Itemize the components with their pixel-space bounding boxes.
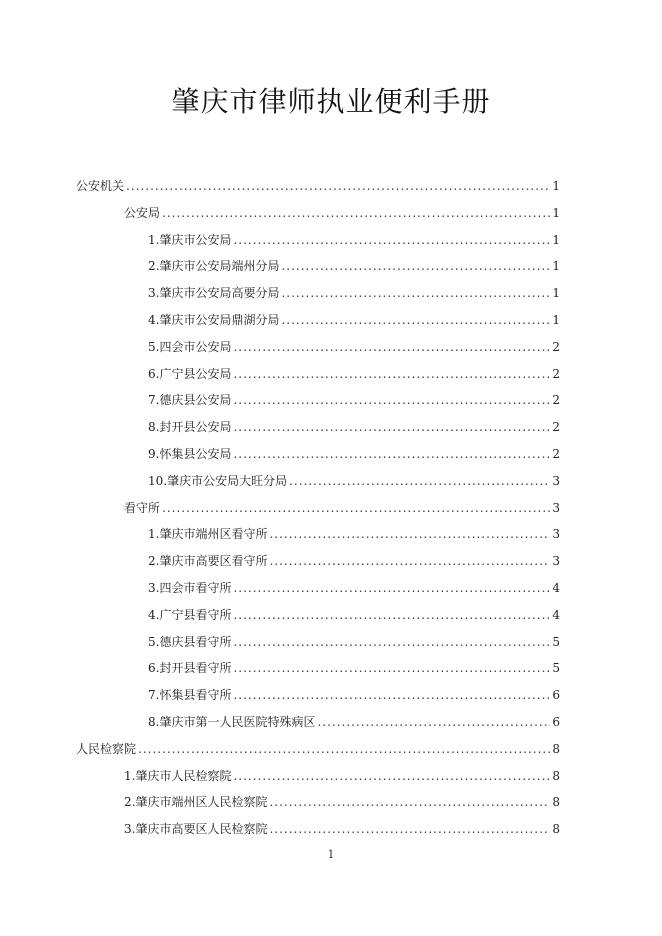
toc-leader-dots [281,283,550,303]
toc-entry[interactable] [148,605,560,625]
toc-entry[interactable] [148,310,560,330]
toc-entry[interactable] [148,230,560,250]
toc-entry[interactable] [148,524,560,544]
toc-leader-dots [233,444,550,464]
toc-entry-label: 4.肇庆市公安局鼎湖分局 [148,313,280,327]
toc-entry-page: 3 [552,500,560,515]
toc-leader-dots [233,417,550,437]
toc-leader-dots [233,605,550,625]
toc-entry-label: 4.广宁县看守所 [148,607,232,622]
toc-entry-page: 2 [552,339,560,354]
toc-entry-label: 公安局 [124,205,161,220]
toc-entry[interactable] [148,551,560,571]
toc-entry[interactable] [124,766,560,786]
toc-entry-label: 10.肇庆市公安局大旺分局 [148,473,288,488]
toc-leader-dots [162,203,550,223]
toc-entry-page: 1 [552,313,560,327]
page-number: 1 [327,848,335,861]
toc-entry-label: 6.封开县看守所 [148,661,232,676]
toc-entry-page: 5 [552,661,560,676]
toc-entry-page: 4 [552,581,560,595]
toc-leader-dots [233,658,550,678]
toc-entry-page: 8 [552,822,560,837]
toc-entry-label: 看守所 [124,500,161,515]
toc-leader-dots [289,471,550,491]
toc-entry-page: 3 [552,554,560,569]
toc-leader-dots [138,739,550,759]
toc-entry[interactable] [148,390,560,410]
toc-entry-page: 6 [552,688,560,703]
toc-entry-label: 2.肇庆市高要区看守所 [148,554,268,569]
toc-entry[interactable] [148,471,560,491]
toc-leader-dots [162,498,550,518]
toc-entry-label: 1.肇庆市公安局 [148,232,232,247]
toc-entry-page: 2 [552,420,560,435]
toc-entry[interactable] [148,256,560,276]
toc-leader-dots [233,390,550,410]
toc-entry-page: 1 [552,179,560,193]
toc-leader-dots [233,685,550,705]
toc-entry[interactable] [124,498,560,518]
toc-entry-page: 8 [552,795,560,810]
toc-leader-dots [269,819,550,839]
toc-leader-dots [317,712,550,732]
toc-entry[interactable] [148,632,560,652]
toc-entry-label: 8.封开县公安局 [148,420,232,435]
toc-entry[interactable] [148,337,560,357]
toc-entry-page: 3 [552,527,560,542]
toc-leader-dots [269,792,550,812]
toc-leader-dots [233,337,550,357]
toc-entry-page: 2 [552,393,560,408]
toc-entry[interactable] [124,203,560,223]
toc-entry-page: 4 [552,607,560,622]
toc-leader-dots [281,256,550,276]
toc-entry-label: 5.四会市公安局 [148,339,232,354]
toc-entry-label: 人民检察院 [76,741,137,756]
toc-entry[interactable] [148,283,560,303]
toc-entry-page: 1 [552,205,560,220]
toc-entry[interactable] [76,739,560,759]
toc-leader-dots [233,632,550,652]
toc-entry-label: 3.肇庆市公安局高要分局 [148,286,280,301]
toc-entry[interactable] [76,176,560,196]
toc-leader-dots [233,364,550,384]
toc-entry-label: 1.肇庆市端州区看守所 [148,527,268,542]
toc-entry-label: 7.怀集县看守所 [148,688,232,703]
toc-entry-label: 8.肇庆市第一人民医院特殊病区 [148,715,316,729]
toc-entry-label: 2.肇庆市端州区人民检察院 [124,795,268,810]
toc-entry-page: 3 [552,473,560,488]
toc-entry-page: 1 [552,259,560,274]
toc-entry-label: 6.广宁县公安局 [148,366,232,381]
toc-entry[interactable] [148,658,560,678]
toc-entry-page: 2 [552,366,560,381]
toc-leader-dots [126,176,550,196]
toc-entry-label: 7.德庆县公安局 [148,393,232,408]
toc-entry-page: 6 [552,715,560,729]
toc-entry[interactable] [148,712,560,732]
toc-entry-page: 8 [552,768,560,783]
toc-entry[interactable] [148,417,560,437]
toc-leader-dots [233,230,550,250]
toc-entry[interactable] [148,364,560,384]
toc-entry-page: 8 [552,741,560,756]
toc-entry[interactable] [124,819,560,839]
toc-entry-label: 5.德庆县看守所 [148,634,232,649]
toc-entry-page: 1 [552,232,560,247]
toc-entry[interactable] [124,792,560,812]
toc-leader-dots [269,551,550,571]
toc-entry[interactable] [148,685,560,705]
toc-leader-dots [269,524,550,544]
toc-entry-label: 9.怀集县公安局 [148,447,232,461]
toc-leader-dots [233,578,550,598]
toc-entry[interactable] [148,578,560,598]
toc-leader-dots [233,766,550,786]
toc-entry-page: 5 [552,634,560,649]
document-title: 肇庆市律师执业便利手册 [171,85,491,118]
toc-entry[interactable] [148,444,560,464]
toc-entry-label: 1.肇庆市人民检察院 [124,768,232,783]
toc-leader-dots [281,310,550,330]
toc-entry-label: 2.肇庆市公安局端州分局 [148,259,280,274]
toc-entry-page: 1 [552,286,560,301]
toc-entry-label: 公安机关 [76,179,125,193]
toc-entry-label: 3.四会市看守所 [148,581,232,595]
toc-entry-page: 2 [552,447,560,461]
toc-entry-label: 3.肇庆市高要区人民检察院 [124,822,268,837]
